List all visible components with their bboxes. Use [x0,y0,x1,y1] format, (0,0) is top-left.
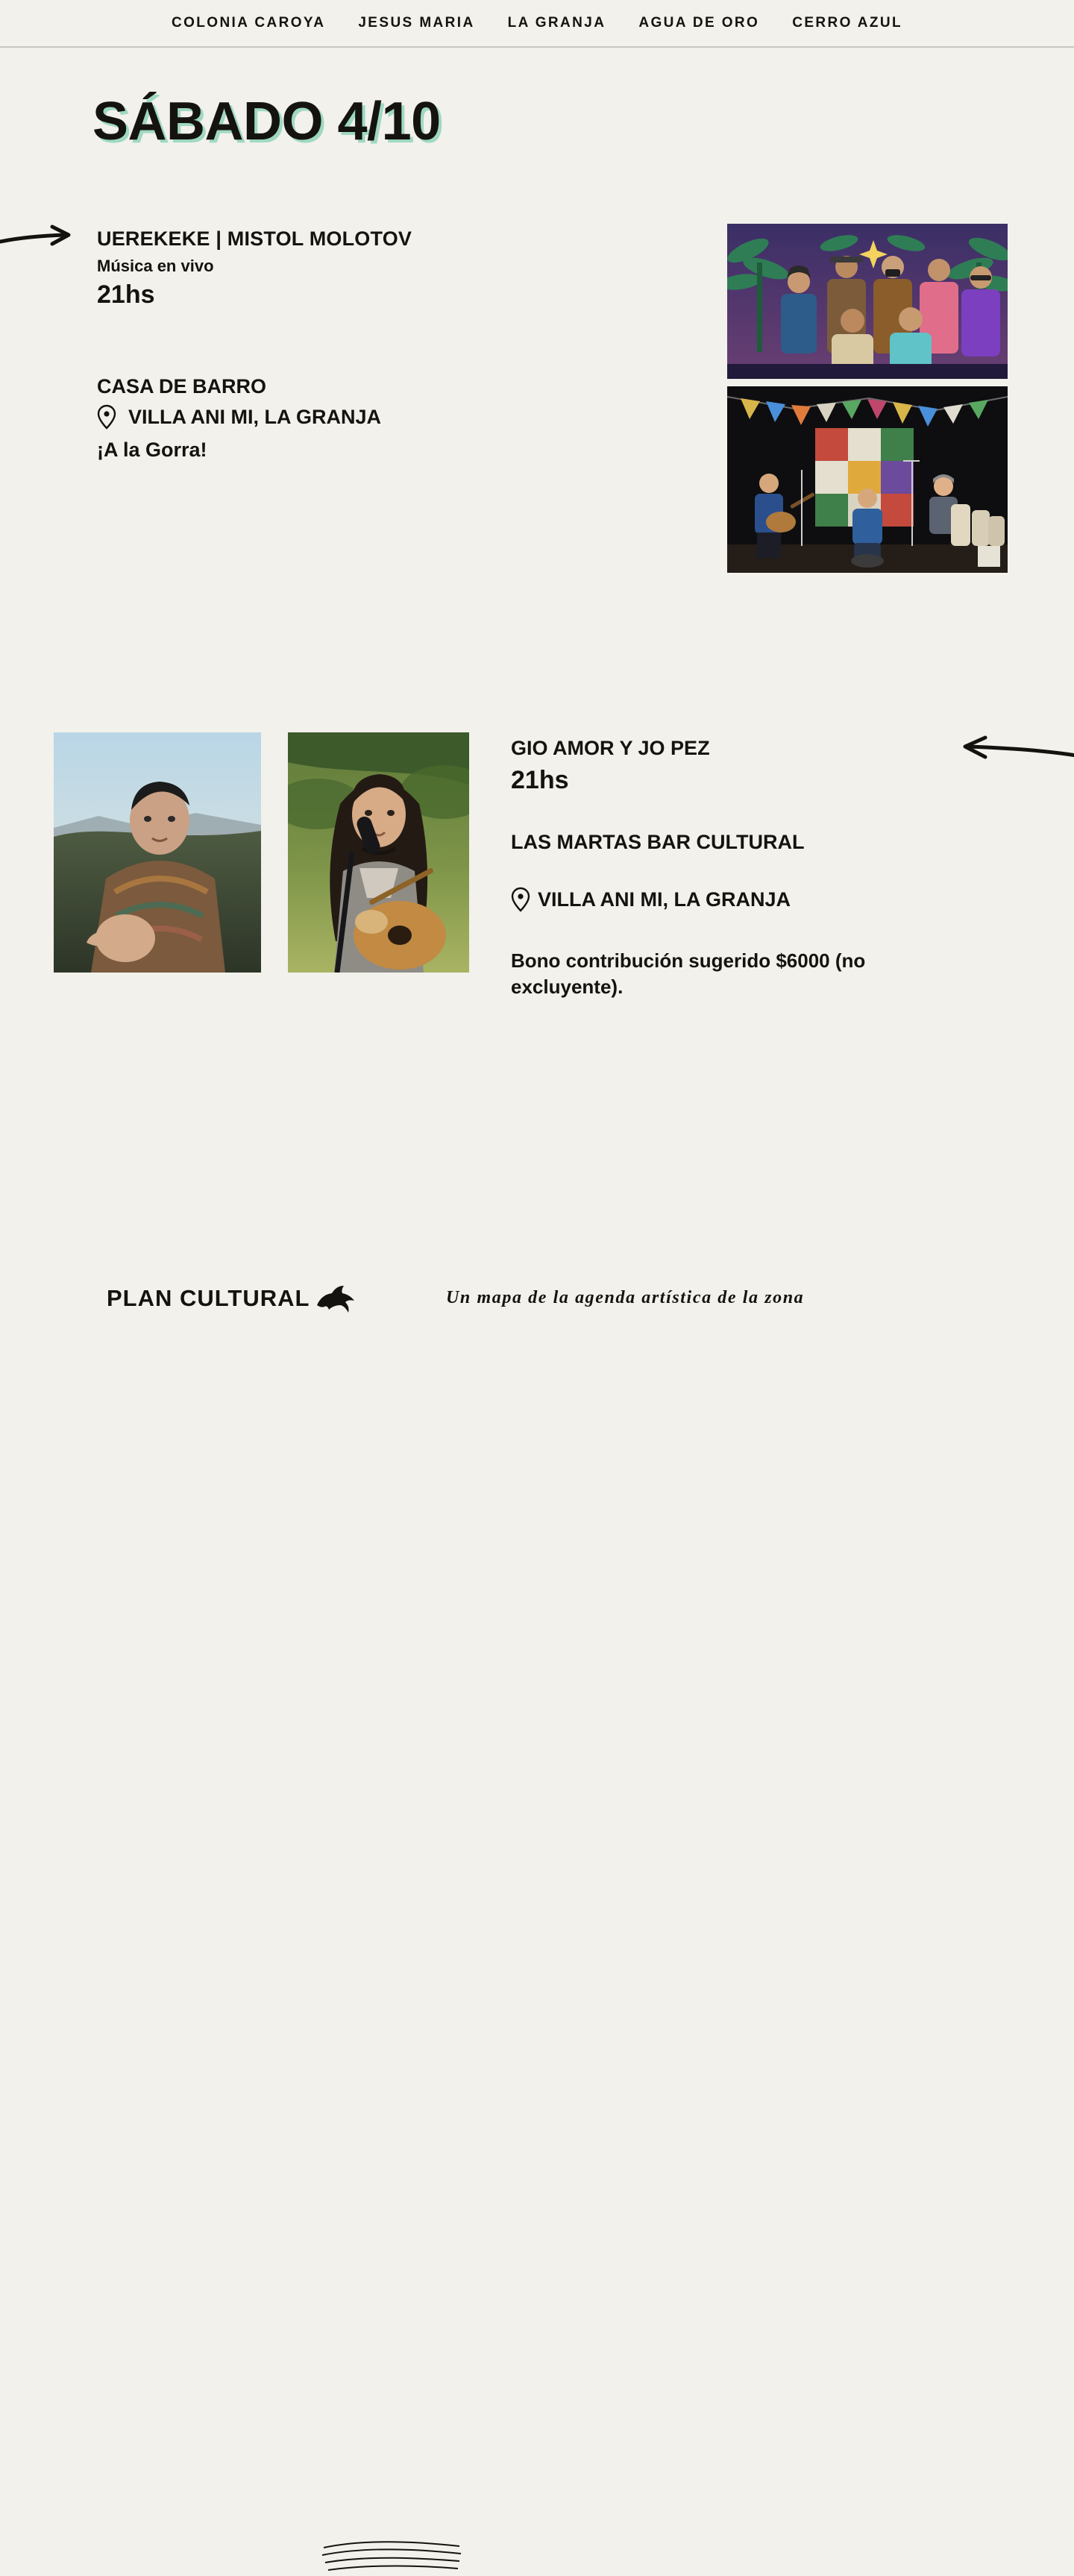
event-1-venue: CASA DE BARRO [97,375,267,398]
event-2-location: VILLA ANI MI, LA GRANJA [538,888,791,911]
brand-logo-text: PLAN CULTURAL [107,1284,310,1311]
event-2-price: Bono contribución sugerido $6000 (no excluyente). [511,949,866,999]
nav-item-colonia-caroya[interactable]: COLONIA CAROYA [171,15,326,31]
event-1-name: UEREKEKE | MISTOL MOLOTOV [97,227,412,250]
nav-item-cerro-azul[interactable]: CERRO AZUL [792,15,903,31]
event-1-price: ¡A la Gorra! [97,439,207,461]
arrow-right-pointing-icon [0,224,75,254]
event-1-location: VILLA ANI MI, LA GRANJA [128,405,381,428]
top-navigation-bar [0,0,1074,48]
artist-woman-photo [288,732,469,973]
event-2-name: GIO AMOR Y JO PEZ [511,737,710,759]
event-2-location-row [511,887,988,912]
event-block-2 [511,737,988,1000]
artist-man-photo [54,732,261,973]
nav-item-la-granja[interactable]: LA GRANJA [507,15,606,31]
event-1-time: 21hs [97,280,155,309]
page-title: SÁBADO 4/10 [92,92,441,151]
footer-tagline: Un mapa de la agenda artística de la zona [446,1288,805,1307]
event-2-venue: LAS MARTAS BAR CULTURAL [511,831,805,853]
band-group-photo [727,224,1008,379]
stage-performance-photo [727,386,1008,573]
event-2-time: 21hs [511,766,569,794]
nav-item-agua-de-oro[interactable]: AGUA DE ORO [638,15,760,31]
event-1-location-row [97,404,589,430]
location-pin-icon [97,404,116,430]
nav-item-jesus-maria[interactable]: JESUS MARIA [358,15,475,31]
footer-swoosh-lines [321,2537,462,2576]
event-block-1 [97,227,589,462]
puma-logo-icon [313,1280,359,1316]
brand-logo[interactable] [107,1280,359,1316]
location-pin-icon [511,887,530,912]
event-1-subtitle: Música en vivo [97,257,214,275]
